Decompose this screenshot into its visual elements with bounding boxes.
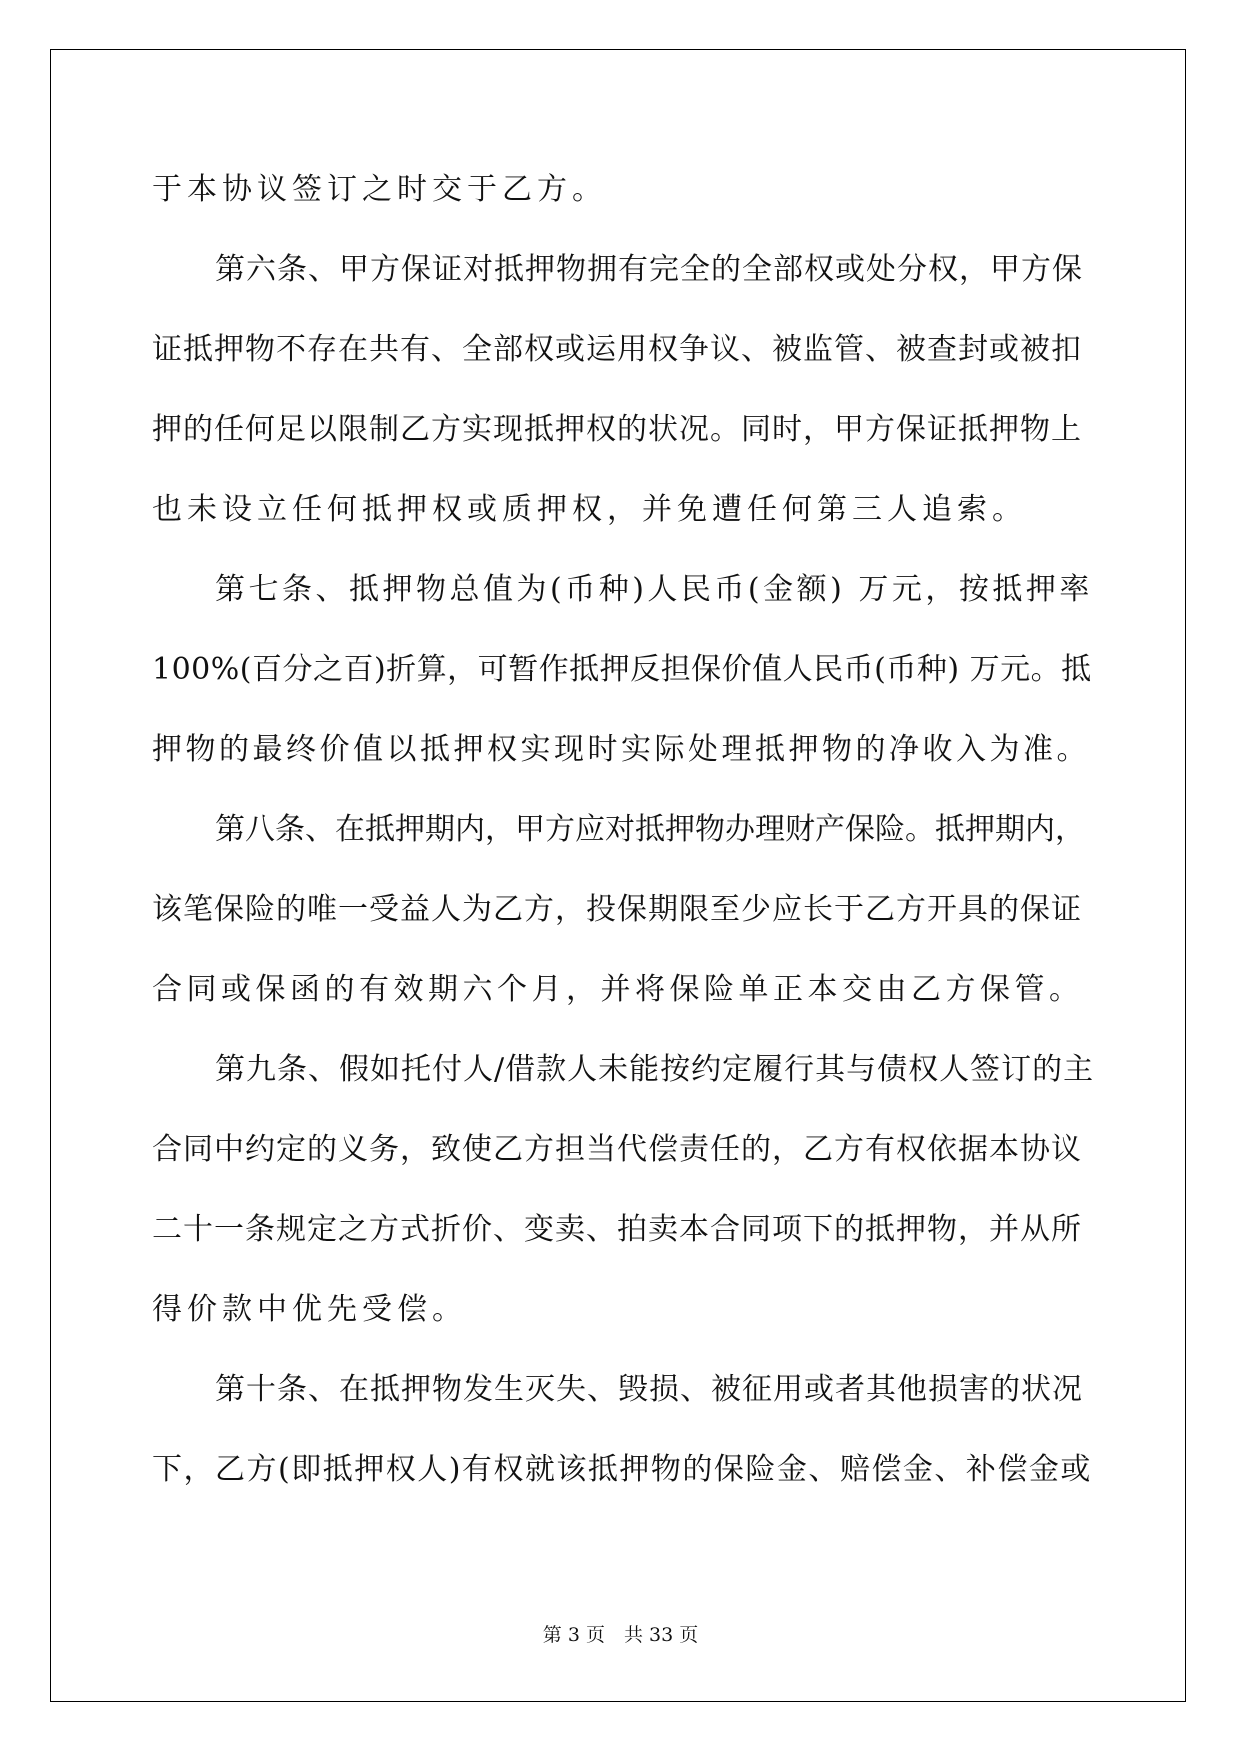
paragraph-line: 证抵押物不存在共有、全部权或运用权争议、被监管、被查封或被扣 (152, 332, 1082, 367)
paragraph-line: 得价款中优先受偿。 (152, 1292, 467, 1327)
paragraph-line: 第六条、甲方保证对抵押物拥有完全的全部权或处分权，甲方保 (215, 252, 1083, 287)
paragraph-line: 押的任何足以限制乙方实现抵押权的状况。同时，甲方保证抵押物上 (152, 412, 1082, 447)
paragraph-line: 合同中约定的义务，致使乙方担当代偿责任的，乙方有权依据本协议 (152, 1132, 1082, 1167)
paragraph-line: 第十条、在抵押物发生灭失、毁损、被征用或者其他损害的状况 (215, 1372, 1083, 1407)
paragraph-line: 于本协议签订之时交于乙方。 (152, 172, 607, 207)
paragraph-line: 合同或保函的有效期六个月，并将保险单正本交由乙方保管。 (152, 972, 1084, 1007)
paragraph-line: 下，乙方(即抵押权人)有权就该抵押物的保险金、赔偿金、补偿金或 (152, 1452, 1092, 1487)
page-number: 第 3 页 共 33 页 (542, 1624, 699, 1646)
paragraph-line: 100%(百分之百)折算，可暂作抵押反担保价值人民币(币种) 万元。抵 (152, 652, 1092, 687)
paragraph-line: 第八条、在抵押期内，甲方应对抵押物办理财产保险。抵押期内， (215, 812, 1085, 847)
paragraph-line: 二十一条规定之方式折价、变卖、拍卖本合同项下的抵押物，并从所 (152, 1212, 1082, 1247)
paragraph-line: 第七条、抵押物总值为(币种)人民币(金额) 万元，按抵押率 (215, 572, 1093, 607)
paragraph-line: 该笔保险的唯一受益人为乙方，投保期限至少应长于乙方开具的保证 (152, 892, 1082, 927)
paragraph-line: 押物的最终价值以抵押权实现时实际处理抵押物的净收入为准。 (152, 732, 1090, 767)
paragraph-line: 也未设立任何抵押权或质押权，并免遭任何第三人追索。 (152, 492, 1027, 527)
paragraph-line: 第九条、假如托付人/借款人未能按约定履行其与债权人签订的主 (215, 1052, 1095, 1087)
